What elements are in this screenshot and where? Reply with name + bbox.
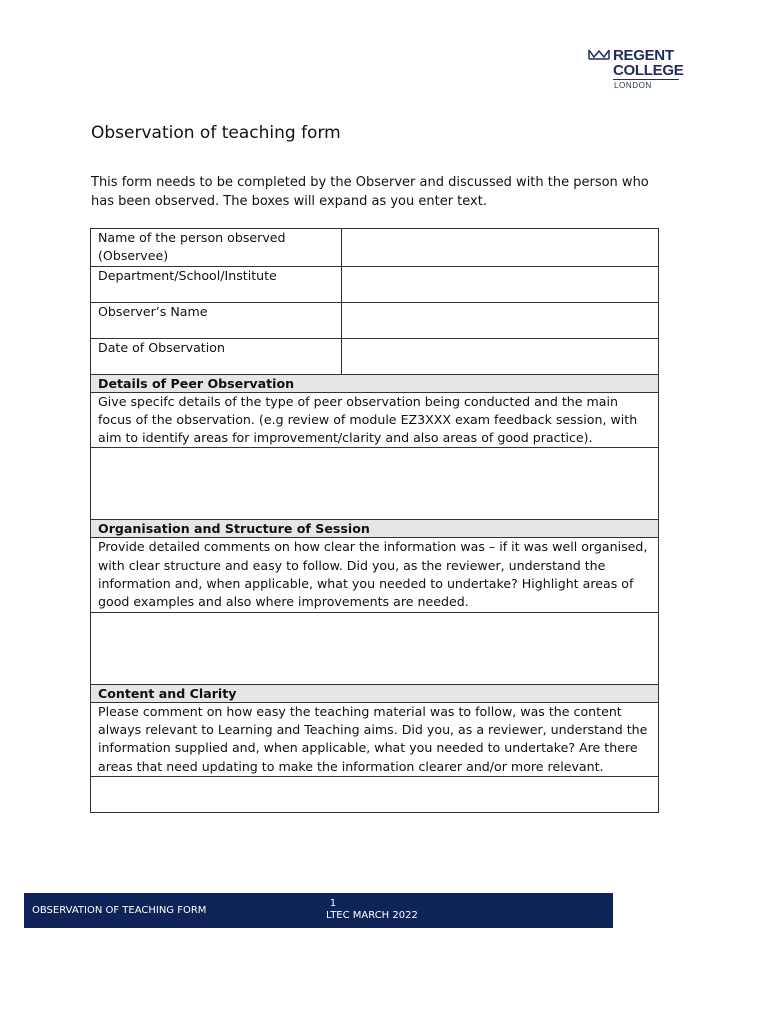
answer-box-peer-observation[interactable] (91, 448, 659, 520)
section-answer-row (91, 776, 659, 812)
field-label-department: Department/School/Institute (91, 266, 342, 302)
section-heading-row (91, 684, 659, 702)
section-heading-peer-observation: Details of Peer Observation (91, 374, 659, 392)
logo-text-london: LONDON (614, 81, 652, 90)
regent-college-logo (588, 46, 708, 92)
section-answer-row (91, 612, 659, 684)
table-row (91, 266, 659, 302)
section-heading-row (91, 374, 659, 392)
logo-text-regent: REGENT (613, 47, 674, 64)
field-label-observee: Name of the person observed (Observee) (91, 229, 342, 267)
page-footer (24, 893, 613, 928)
section-prompt-organisation: Provide detailed comments on how clear the information was – if it was well organised, with clear structure and easy to follow. Did you, as the reviewer, understand the information and, when applicable, what you needed to undertake? Highlight areas of good examples and also where improvements are needed. (91, 538, 659, 612)
field-label-observer-name: Observer’s Name (91, 302, 342, 338)
section-prompt-row (91, 702, 659, 776)
crown-icon (588, 48, 610, 60)
section-heading-organisation: Organisation and Structure of Session (91, 520, 659, 538)
observation-form-table (90, 228, 659, 813)
field-input-date[interactable] (342, 338, 659, 374)
table-row (91, 338, 659, 374)
section-heading-content-clarity: Content and Clarity (91, 684, 659, 702)
field-input-observer-name[interactable] (342, 302, 659, 338)
section-prompt-row (91, 538, 659, 612)
intro-text: This form needs to be completed by the Observer and discussed with the person who has been observed. The boxes will expand as you enter text. (91, 175, 649, 209)
section-prompt-content-clarity: Please comment on how easy the teaching material was to follow, was the content always relevant to Learning and Teaching aims. Did you, as a reviewer, understand the information supplied and, when applicable, what you needed to undertake? Are there areas that need updating to make the information clearer and/or more relevant. (91, 702, 659, 776)
field-input-observee[interactable] (342, 229, 659, 267)
field-input-department[interactable] (342, 266, 659, 302)
section-heading-row (91, 520, 659, 538)
logo-rule (613, 79, 679, 80)
footer-version: LTEC MARCH 2022 (326, 910, 418, 921)
section-answer-row (91, 448, 659, 520)
section-prompt-peer-observation: Give specifc details of the type of peer observation being conducted and the main focus of the observation. (e.g review of module EZ3XXX exam feedback session, with aim to identify areas for improvement/clarity and also areas of good practice). (91, 392, 659, 448)
section-prompt-row (91, 392, 659, 448)
answer-box-content-clarity[interactable] (91, 776, 659, 812)
table-row (91, 302, 659, 338)
answer-box-organisation[interactable] (91, 612, 659, 684)
footer-page-number: 1 (330, 898, 337, 909)
page-title: Observation of teaching form (91, 123, 341, 143)
field-label-date: Date of Observation (91, 338, 342, 374)
logo-text-college: COLLEGE (613, 62, 684, 79)
footer-document-name: OBSERVATION OF TEACHING FORM (32, 905, 207, 916)
table-row (91, 229, 659, 267)
